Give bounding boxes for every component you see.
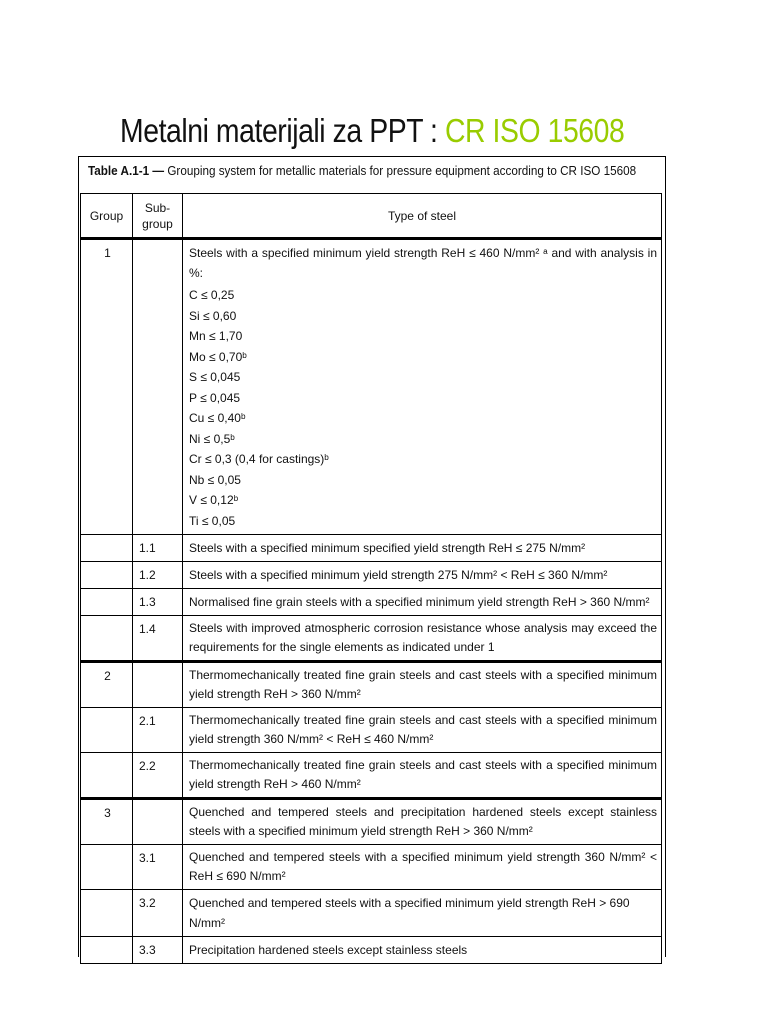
subgroup-cell: 3.3 <box>133 937 183 964</box>
table-row <box>81 845 662 890</box>
condition-ni: Ni ≤ 0,5ᵇ <box>189 431 235 446</box>
group1-description: Steels with a specified minimum yield strength ReH ≤ 460 N/mm² ᵃ and with analysis in %: <box>189 246 657 280</box>
type-text: Quenched and tempered steels with a specified minimum yield strength 360 N/mm² < ReH ≤ 690 N/mm² <box>189 850 657 883</box>
type-cell: Steels with a specified minimum yield strength 275 N/mm² < ReH ≤ 360 N/mm² <box>183 562 662 589</box>
type-cell <box>183 708 662 753</box>
type-cell <box>183 753 662 799</box>
table-row <box>81 562 662 589</box>
caption-text: Grouping system for metallic materials for pressure equipment according to CR ISO 15608 <box>164 163 637 178</box>
subgroup-cell: 2.1 <box>133 708 183 753</box>
type-cell <box>183 799 662 845</box>
header-type: Type of steel <box>183 194 662 239</box>
subgroup-cell: 2.2 <box>133 753 183 799</box>
steel-grouping-table <box>80 193 662 964</box>
type-text: Thermomechanically treated fine grain steels and cast steels with a specified minimum yield strength ReH > 360 N/mm² <box>189 668 657 701</box>
condition-v: V ≤ 0,12ᵇ <box>189 493 239 507</box>
header-subgroup: Sub-group <box>133 194 183 239</box>
subgroup-cell <box>133 662 183 708</box>
type-cell <box>183 616 662 662</box>
table-row <box>81 753 662 799</box>
condition-p: P ≤ 0,045 <box>189 390 241 405</box>
group-cell: 1 <box>81 239 133 535</box>
table-row <box>81 589 662 616</box>
group-cell <box>81 535 133 562</box>
group-cell: 2 <box>81 662 133 708</box>
header-group: Group <box>81 194 133 239</box>
table-row <box>81 890 662 937</box>
type-cell: Precipitation hardened steels except stainless steels <box>183 937 662 964</box>
table-caption <box>88 163 636 178</box>
type-cell: Quenched and tempered steels with a specified minimum yield strength ReH > 690 N/mm² <box>183 890 662 937</box>
condition-nb: Nb ≤ 0,05 <box>189 472 241 487</box>
group-cell: 3 <box>81 799 133 845</box>
subgroup-cell <box>133 239 183 535</box>
subgroup-cell: 1.3 <box>133 589 183 616</box>
title-standard: CR ISO 15608 <box>444 112 625 149</box>
group-cell <box>81 890 133 937</box>
type-cell <box>183 239 662 535</box>
page-title <box>120 112 624 150</box>
condition-c: C ≤ 0,25 <box>189 288 235 302</box>
condition-cr: Cr ≤ 0,3 (0,4 for castings)ᵇ <box>189 452 329 466</box>
group-cell <box>81 937 133 964</box>
group-cell <box>81 753 133 799</box>
condition-mn: Mn ≤ 1,70 <box>189 329 243 343</box>
subgroup-cell: 3.1 <box>133 845 183 890</box>
subgroup-cell: 1.1 <box>133 535 183 562</box>
condition-si: Si ≤ 0,60 <box>189 308 237 323</box>
table-row <box>81 708 662 753</box>
condition-ti: Ti ≤ 0,05 <box>189 513 236 528</box>
type-text: Thermomechanically treated fine grain steels and cast steels with a specified minimum yield strength ReH > 460 N/mm² <box>189 758 657 791</box>
subgroup-cell: 1.2 <box>133 562 183 589</box>
group-cell <box>81 562 133 589</box>
group-cell <box>81 845 133 890</box>
condition-mo: Mo ≤ 0,70ᵇ <box>189 349 247 364</box>
condition-cu: Cu ≤ 0,40ᵇ <box>189 411 246 425</box>
condition-s: S ≤ 0,045 <box>189 370 241 384</box>
table-row <box>81 535 662 562</box>
table-row <box>81 616 662 662</box>
table-row <box>81 662 662 708</box>
caption-label: Table A.1-1 — <box>88 163 165 178</box>
type-cell <box>183 845 662 890</box>
type-text: Quenched and tempered steels and precipitation hardened steels except stainless steels with a specified minimum yield strength ReH > 360 N/mm² <box>189 805 657 838</box>
composition-list <box>189 285 657 531</box>
group-cell <box>81 589 133 616</box>
table-row <box>81 937 662 964</box>
type-text: Thermomechanically treated fine grain steels and cast steels with a specified minimum yield strength 360 N/mm² < ReH ≤ 460 N/mm² <box>189 713 657 746</box>
type-cell: Steels with a specified minimum specified yield strength ReH ≤ 275 N/mm² <box>183 535 662 562</box>
table-row <box>81 799 662 845</box>
subgroup-cell: 1.4 <box>133 616 183 662</box>
type-text: Steels with improved atmospheric corrosion resistance whose analysis may exceed the requirements for the single elements as indicated under 1 <box>189 621 657 654</box>
subgroup-cell: 3.2 <box>133 890 183 937</box>
table-header-row <box>81 194 662 239</box>
table-row <box>81 239 662 535</box>
group-cell <box>81 708 133 753</box>
title-main: Metalni materijali za PPT : <box>120 112 445 149</box>
subgroup-cell <box>133 799 183 845</box>
group-cell <box>81 616 133 662</box>
type-cell <box>183 662 662 708</box>
type-cell: Normalised fine grain steels with a specified minimum yield strength ReH > 360 N/mm² <box>183 589 662 616</box>
